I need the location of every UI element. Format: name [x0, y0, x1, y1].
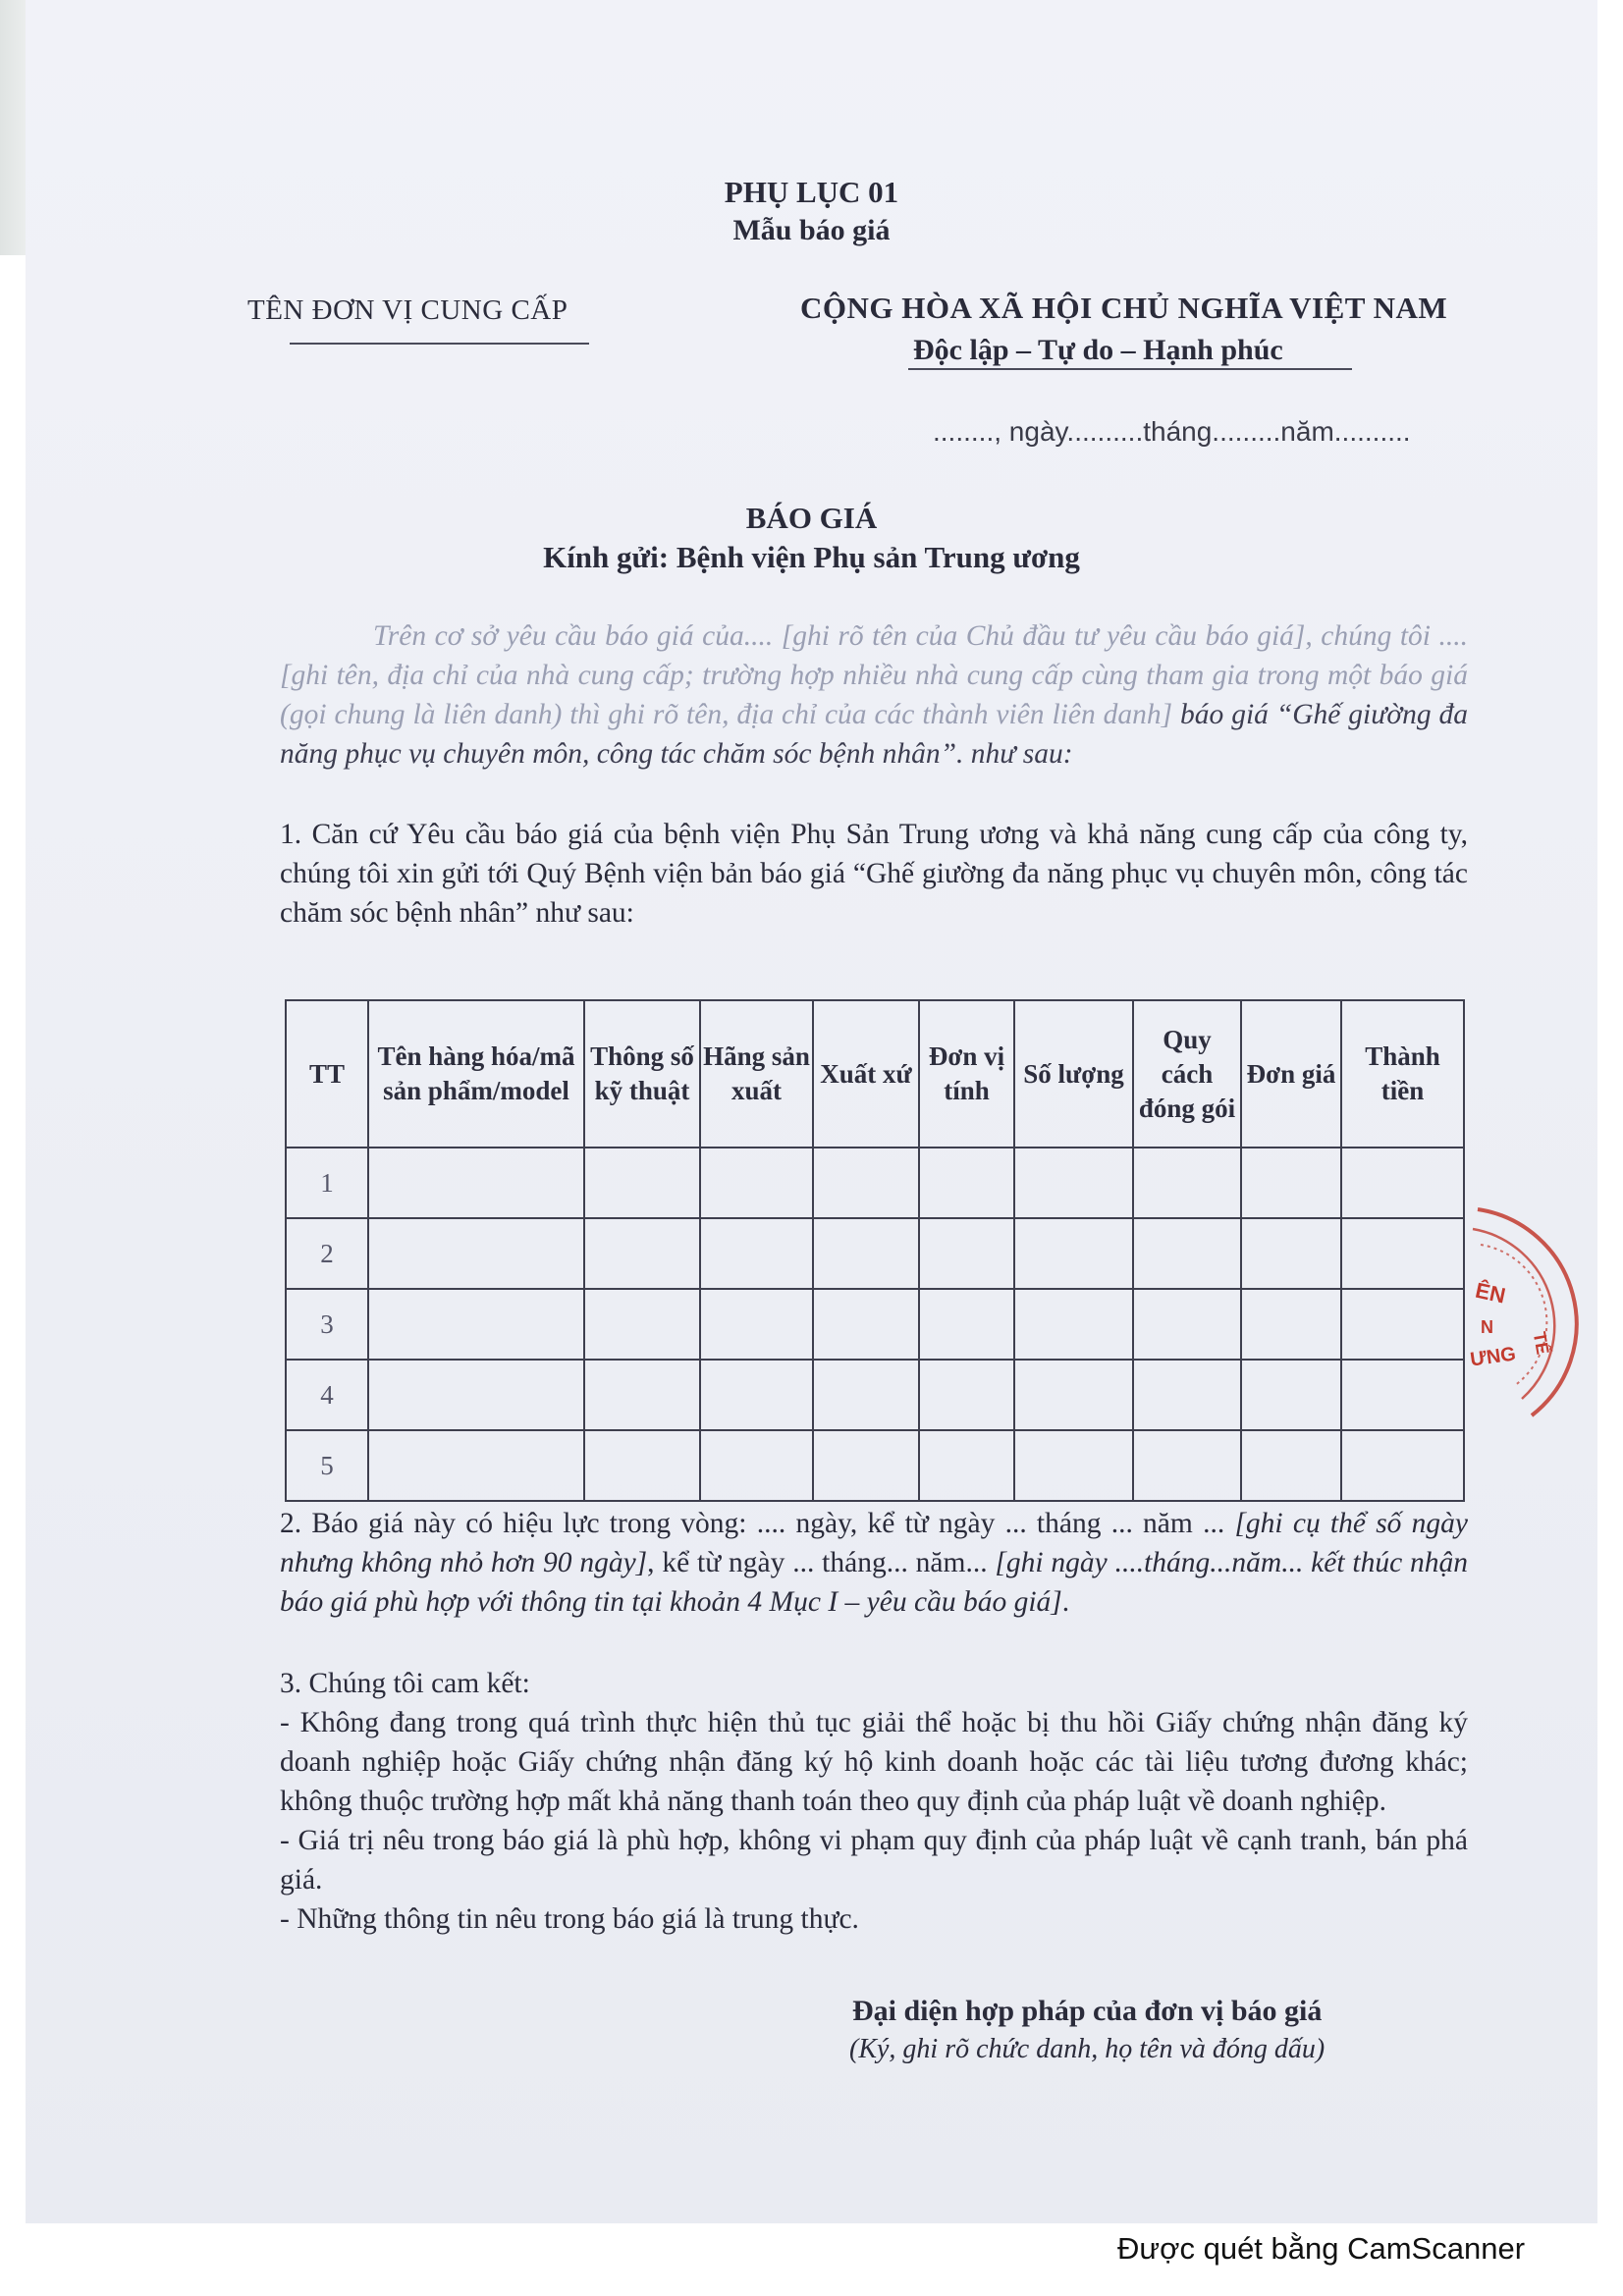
- table-row: [286, 1218, 1464, 1289]
- commitments-section: [280, 1664, 1468, 1939]
- table-cell: [368, 1289, 584, 1360]
- table-cell: [1241, 1218, 1341, 1289]
- scanner-watermark: Được quét bằng CamScanner: [1117, 2231, 1526, 2266]
- table-cell: [1241, 1289, 1341, 1360]
- supplier-name-underline: [290, 343, 589, 345]
- table-cell: [584, 1360, 700, 1430]
- table-cell: [700, 1430, 813, 1501]
- intro-paragraph: [280, 616, 1468, 774]
- quote-title: BÁO GIÁ: [745, 501, 878, 535]
- table-cell: [368, 1218, 584, 1289]
- header-product-name: Tên hàng hóa/mã sản phẩm/model: [368, 1000, 584, 1148]
- commitment-item: - Giá trị nêu trong báo giá là phù hợp, không vi phạm quy định của pháp luật về cạnh tranh, bán phá giá.: [280, 1825, 1468, 1896]
- table-cell: [919, 1430, 1014, 1501]
- commitment-item: - Những thông tin nêu trong báo giá là trung thực.: [280, 1903, 859, 1935]
- table-cell: [1133, 1289, 1241, 1360]
- stamp-text: ÊN: [1473, 1277, 1508, 1308]
- section-1-paragraph: 1. Căn cứ Yêu cầu báo giá của bệnh viện Phụ Sản Trung ương và khả năng cung cấp của công ty, chúng tôi xin gửi tới Quý Bệnh viện bản báo giá “Ghế giường đa năng phục vụ chuyên môn, công tác chăm sóc bệnh nhân” như sau:: [280, 819, 1468, 929]
- commitment-item: - Không đang trong quá trình thực hiện thủ tục giải thể hoặc bị thu hồi Giấy chứng nhận đăng ký doanh nghiệp hoặc Giấy chứng nhận đăng ký hộ kinh doanh hoặc các tài liệu tương đương khác; không thuộc trường hợp mất khả năng thanh toán theo quy định của pháp luật về doanh nghiệp.: [280, 1707, 1468, 1817]
- country-name: CỘNG HÒA XÃ HỘI CHỦ NGHĨA VIỆT NAM: [800, 291, 1448, 325]
- table-cell: [813, 1148, 919, 1218]
- recipient-line: Kính gửi: Bệnh viện Phụ sản Trung ương: [543, 540, 1080, 574]
- red-stamp-seal: [1434, 1198, 1600, 1443]
- supplier-name-label: TÊN ĐƠN VỊ CUNG CẤP: [247, 294, 568, 326]
- table-cell: [1241, 1360, 1341, 1430]
- table-cell: [813, 1289, 919, 1360]
- quote-table: [285, 999, 1465, 1502]
- validity-placeholder-2: [ghi ngày ....tháng...năm... kết thúc nhận báo giá phù hợp với thông tin tại khoản 4 Mục I – yêu cầu báo giá]: [280, 1547, 1468, 1618]
- validity-placeholder-1: [ghi cụ thể số ngày nhưng không nhỏ hơn 90 ngày]: [280, 1508, 1468, 1578]
- table-cell: [700, 1360, 813, 1430]
- table-cell: [1133, 1360, 1241, 1430]
- validity-paragraph: [280, 1504, 1468, 1622]
- row-number: 1: [286, 1148, 368, 1218]
- header-unit: Đơn vị tính: [919, 1000, 1014, 1148]
- signature-title: Đại diện hợp pháp của đơn vị báo giá: [852, 1995, 1323, 2027]
- validity-text-3: .: [1061, 1586, 1070, 1618]
- table-row: [286, 1360, 1464, 1430]
- row-number: 2: [286, 1218, 368, 1289]
- commitments-heading: 3. Chúng tôi cam kết:: [280, 1668, 530, 1699]
- row-number: 3: [286, 1289, 368, 1360]
- stamp-text: TẾ: [1529, 1330, 1553, 1357]
- table-cell: [813, 1430, 919, 1501]
- table-cell: [368, 1360, 584, 1430]
- table-header-row: [286, 1000, 1464, 1148]
- intro-placeholder-text: Trên cơ sở yêu cầu báo giá của.... [ghi rõ tên của Chủ đầu tư yêu cầu báo giá], chúng tôi .... [ghi tên, địa chỉ của nhà cung cấp; trường hợp nhiều nhà cung cấp cùng tham gia trong một báo giá (gọi chung là liên danh) thì ghi rõ tên, địa chỉ của các thành viên liên danh]: [280, 620, 1468, 730]
- national-motto: Độc lập – Tự do – Hạnh phúc: [913, 334, 1283, 366]
- row-number: 4: [286, 1360, 368, 1430]
- table-cell: [919, 1360, 1014, 1430]
- table-cell: [813, 1218, 919, 1289]
- table-cell: [700, 1218, 813, 1289]
- header-total: Thành tiền: [1341, 1000, 1464, 1148]
- table-cell: [1133, 1148, 1241, 1218]
- table-cell: [700, 1289, 813, 1360]
- header-quantity: Số lượng: [1014, 1000, 1133, 1148]
- validity-text-2: , kể từ ngày ... tháng... năm...: [647, 1547, 996, 1578]
- table-cell: [919, 1148, 1014, 1218]
- header-origin: Xuất xứ: [813, 1000, 919, 1148]
- table-cell: [1014, 1148, 1133, 1218]
- table-row: [286, 1289, 1464, 1360]
- stamp-text: ƯNG: [1469, 1343, 1518, 1371]
- table-cell: [584, 1430, 700, 1501]
- intro-main-text: báo giá “Ghế giường đa năng phục vụ chuyên môn, công tác chăm sóc bệnh nhân”. như sau:: [280, 699, 1468, 770]
- header-tt: TT: [286, 1000, 368, 1148]
- table-cell: [1014, 1218, 1133, 1289]
- table-row: [286, 1430, 1464, 1501]
- table-cell: [584, 1148, 700, 1218]
- header-specifications: Thông số kỹ thuật: [584, 1000, 700, 1148]
- table-cell: [1241, 1430, 1341, 1501]
- table-cell: [813, 1360, 919, 1430]
- table-cell: [1241, 1148, 1341, 1218]
- row-number: 5: [286, 1430, 368, 1501]
- table-cell: [1133, 1218, 1241, 1289]
- table-cell: [368, 1148, 584, 1218]
- table-cell: [368, 1430, 584, 1501]
- table-cell: [584, 1218, 700, 1289]
- table-cell: [1014, 1289, 1133, 1360]
- header-manufacturer: Hãng sản xuất: [700, 1000, 813, 1148]
- table-cell: [1014, 1360, 1133, 1430]
- table-cell: [919, 1218, 1014, 1289]
- table-cell: [584, 1289, 700, 1360]
- appendix-subtitle: Mẫu báo giá: [732, 214, 891, 246]
- appendix-title: PHỤ LỤC 01: [724, 175, 899, 209]
- table-cell: [700, 1148, 813, 1218]
- header-unit-price: Đơn giá: [1241, 1000, 1341, 1148]
- table-row: [286, 1148, 1464, 1218]
- validity-text-1: 2. Báo giá này có hiệu lực trong vòng: .... ngày, kể từ ngày ... tháng ... năm ...: [280, 1508, 1235, 1539]
- motto-underline: [908, 368, 1352, 370]
- signature-note: (Ký, ghi rõ chức danh, họ tên và đóng dấu): [849, 2034, 1325, 2064]
- stamp-text: N: [1481, 1317, 1493, 1337]
- header-packaging: Quy cách đóng gói: [1133, 1000, 1241, 1148]
- table-cell: [1014, 1430, 1133, 1501]
- date-line: ........, ngày..........tháng.........năm..........: [933, 416, 1411, 447]
- table-cell: [1133, 1430, 1241, 1501]
- table-cell: [919, 1289, 1014, 1360]
